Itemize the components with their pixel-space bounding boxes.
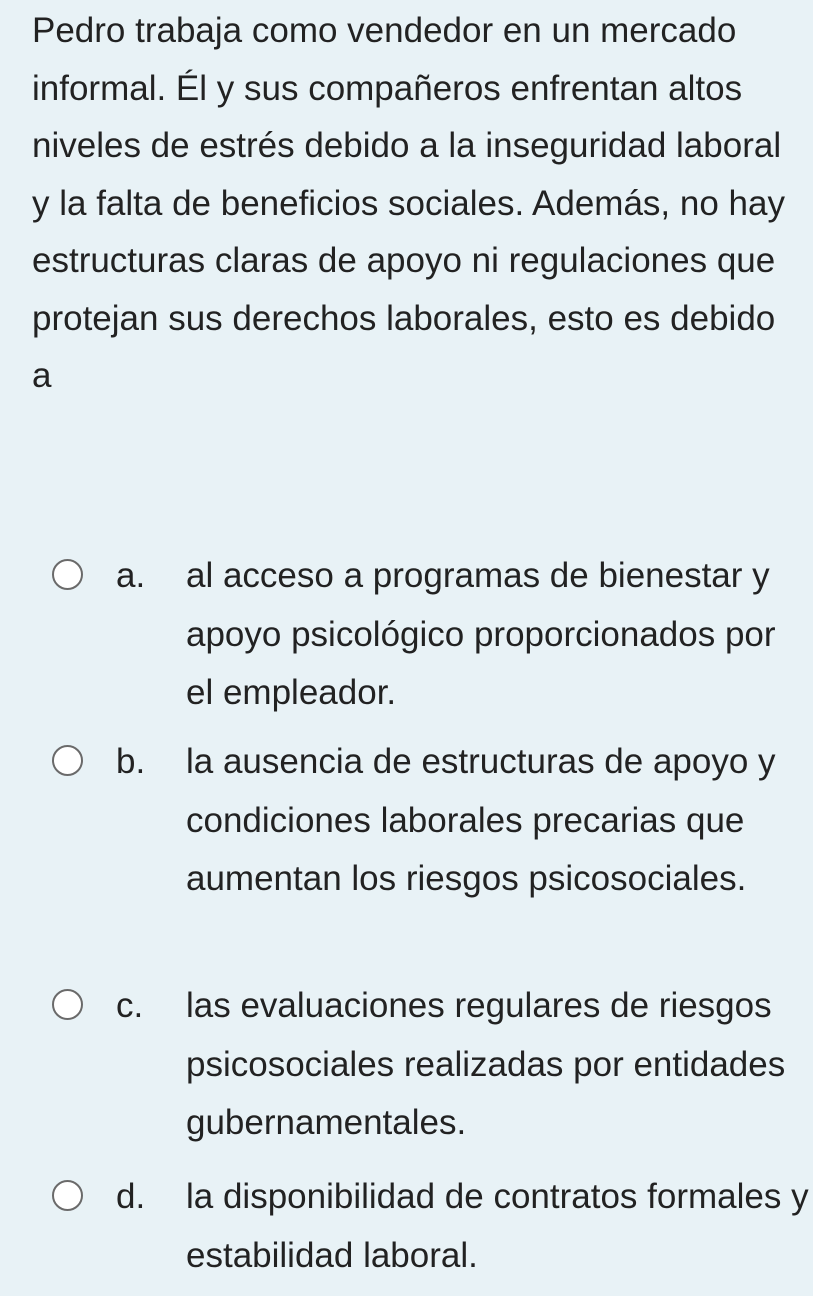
option-b-letter: b. [116,742,146,781]
option-c-text: las evaluaciones regulares de riesgos psicosociales realizadas por entidades gubernamentales. [186,986,786,1142]
option-a-text: al acceso a programas de bienestar y apoyo psicológico proporcionados por el empleador. [186,556,776,712]
radio-unchecked-icon[interactable] [52,989,83,1020]
radio-unchecked-icon[interactable] [52,559,83,590]
option-d-text: la disponibilidad de contratos formales y estabilidad laboral. [186,1177,809,1275]
radio-unchecked-icon[interactable] [52,745,83,776]
question-text: Pedro trabaja como vendedor en un mercado informal. Él y sus compañeros enfrentan altos niveles de estrés debido a la inseguridad laboral y la falta de beneficios sociales. Además, no hay estructuras claras de apoyo ni regulaciones que protejan sus derechos laborales, esto es debido a [32,11,785,395]
option-a-letter: a. [116,556,146,595]
option-c-letter: c. [116,986,144,1025]
radio-unchecked-icon[interactable] [52,1180,83,1211]
option-b-text: la ausencia de estructuras de apoyo y condiciones laborales precarias que aumentan los riesgos psicosociales. [186,742,776,898]
option-d-letter: d. [116,1177,146,1216]
